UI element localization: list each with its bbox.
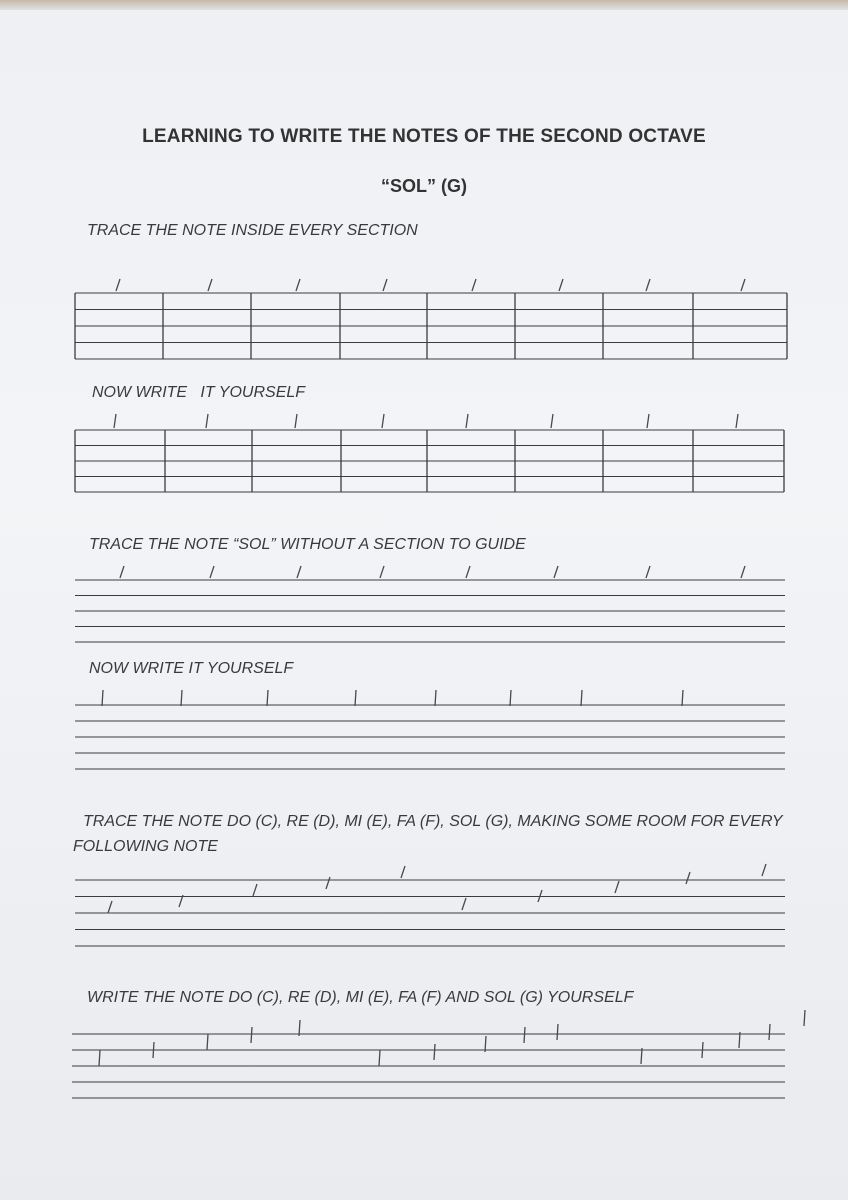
exercise-6-pencil-note-stroke [434, 1044, 435, 1060]
exercise-6-pencil-note-stroke [804, 1010, 805, 1026]
exercise-3-guide-note-stroke [554, 566, 558, 578]
exercise-5-guide-note-stroke [615, 881, 619, 893]
exercise-2-pencil-note-stroke [295, 414, 297, 428]
exercise-1-guide-note-stroke [472, 279, 476, 291]
exercise-3-guide-note-stroke [380, 566, 384, 578]
exercise-5-guide-note-stroke [253, 884, 257, 896]
exercise-3-guide-note-stroke [297, 566, 301, 578]
exercise-2-pencil-note-stroke [466, 414, 468, 428]
exercise-1-guide-note-stroke [208, 279, 212, 291]
exercise-4-pencil-note-stroke [682, 690, 683, 706]
worksheet-subtitle: “SOL” (G) [381, 176, 467, 196]
exercise-1-guide-note-stroke [646, 279, 650, 291]
exercise-6-pencil-note-stroke [379, 1050, 380, 1066]
exercise-3-instruction: TRACE THE NOTE “SOL” WITHOUT A SECTION TO GUIDE [89, 536, 526, 553]
exercise-3-guide-note-stroke [646, 566, 650, 578]
exercise-5-guide-note-stroke [762, 864, 766, 876]
exercise-1-guide-note-stroke [741, 279, 745, 291]
exercise-2-pencil-note-stroke [114, 414, 116, 428]
exercise-5-instruction-continued: FOLLOWING NOTE [73, 838, 218, 855]
exercise-5-guide-note-stroke [108, 901, 112, 913]
exercise-2-pencil-note-stroke [551, 414, 553, 428]
worksheet-title: LEARNING TO WRITE THE NOTES OF THE SECOND OCTAVE [142, 126, 706, 147]
exercise-4-pencil-note-stroke [102, 690, 103, 706]
exercise-1-guide-note-stroke [116, 279, 120, 291]
exercise-6-pencil-note-stroke [251, 1027, 252, 1043]
exercise-6-pencil-note-stroke [702, 1042, 703, 1058]
exercise-2-pencil-note-stroke [382, 414, 384, 428]
exercise-3-guide-note-stroke [741, 566, 745, 578]
exercise-6-pencil-note-stroke [153, 1042, 154, 1058]
exercise-2-pencil-note-stroke [647, 414, 649, 428]
exercise-1-guide-note-stroke [559, 279, 563, 291]
exercise-4-pencil-note-stroke [510, 690, 511, 706]
exercise-4-pencil-note-stroke [181, 690, 182, 706]
exercise-1-guide-note-stroke [383, 279, 387, 291]
exercise-6-instruction: WRITE THE NOTE DO (C), RE (D), MI (E), FA (F) AND SOL (G) YOURSELF [87, 989, 634, 1006]
exercise-5-instruction: TRACE THE NOTE DO (C), RE (D), MI (E), FA (F), SOL (G), MAKING SOME ROOM FOR EVERY [83, 813, 783, 830]
exercise-6-pencil-note-stroke [557, 1024, 558, 1040]
exercise-4-instruction: NOW WRITE IT YOURSELF [89, 660, 294, 677]
exercise-6-pencil-note-stroke [99, 1050, 100, 1066]
exercise-1-instruction: TRACE THE NOTE INSIDE EVERY SECTION [87, 222, 418, 239]
exercise-4-pencil-note-stroke [435, 690, 436, 706]
exercise-3-guide-note-stroke [466, 566, 470, 578]
exercise-3-guide-note-stroke [210, 566, 214, 578]
exercise-5-guide-note-stroke [686, 872, 690, 884]
exercise-4-pencil-note-stroke [355, 690, 356, 706]
exercise-4-pencil-note-stroke [267, 690, 268, 706]
exercise-6-pencil-note-stroke [207, 1034, 208, 1050]
exercise-5-guide-note-stroke [401, 866, 405, 878]
exercise-2-pencil-note-stroke [206, 414, 208, 428]
exercise-2-pencil-note-stroke [736, 414, 738, 428]
exercise-6-pencil-note-stroke [524, 1027, 525, 1043]
exercise-2-instruction: NOW WRITE IT YOURSELF [92, 384, 306, 401]
exercise-4-pencil-note-stroke [581, 690, 582, 706]
exercise-5-guide-note-stroke [462, 898, 466, 910]
exercise-6-pencil-note-stroke [769, 1024, 770, 1040]
exercise-3-guide-note-stroke [120, 566, 124, 578]
exercise-5-guide-note-stroke [326, 877, 330, 889]
exercise-1-guide-note-stroke [296, 279, 300, 291]
